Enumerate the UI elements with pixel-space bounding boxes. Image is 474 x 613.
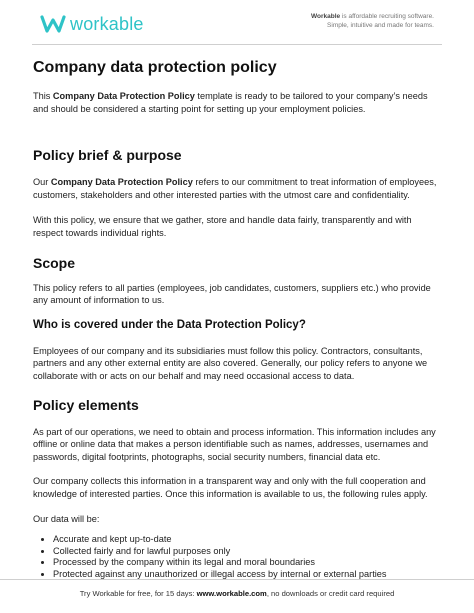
- footer-divider: [0, 579, 474, 580]
- list-item: • Collected fairly and for lawful purposes only: [53, 546, 443, 558]
- scope-paragraph: This policy refers to all parties (employees, job candidates, customers, suppliers etc.) who provide any amount of information to us.: [33, 282, 431, 306]
- page-footer: [0, 589, 474, 598]
- logo-text: workable: [70, 14, 144, 34]
- elements-paragraph-2: Our company collects this information in a transparent way and only with the full cooperation and knowledge of interested parties. Once this information is available to us, the following rules apply.: [33, 476, 428, 499]
- footer-prefix: Try Workable for free, for 15 days:: [79, 589, 197, 598]
- list-item: • Protected against any unauthorized or illegal access by internal or external parties: [53, 569, 443, 581]
- intro-prefix: This: [33, 91, 53, 101]
- tagline-line1: is affordable recruiting software.: [340, 13, 434, 20]
- data-rules-list: [33, 534, 443, 580]
- header-divider: [32, 44, 442, 45]
- footer-suffix: , no downloads or credit card required: [266, 589, 395, 598]
- elements-paragraph-3: Our data will be:: [33, 513, 100, 524]
- intro-suffix: template is ready to be tailored to your company’s needs and should be considered a starting point for setting up your employment policies.: [33, 91, 428, 114]
- document-title: Company data protection policy: [33, 59, 277, 76]
- header-tagline: [311, 12, 434, 30]
- brief-p1-prefix: Our: [33, 177, 51, 188]
- tagline-line2: Simple, intuitive and made for teams.: [327, 22, 434, 29]
- elements-paragraph-1: As part of our operations, we need to obtain and process information. This information includes any offline or online data that makes a person identifiable such as names, addresses, usernames and passwords, digital footprints, photographs, social security numbers, financial data etc.: [33, 426, 436, 462]
- section-heading-elements: Policy elements: [33, 396, 139, 413]
- workable-logo[interactable]: [40, 13, 144, 35]
- section-heading-brief: Policy brief & purpose: [33, 147, 182, 164]
- brief-p1-bold: Company Data Protection Policy: [50, 177, 193, 188]
- document-body: [33, 58, 443, 580]
- brief-p1-suffix: refers to our commitment to treat information of employees, customers, stakeholders and other interested parties with the utmost care and confidentiality.: [33, 177, 437, 200]
- tagline-brand: Workable: [311, 13, 341, 20]
- covered-paragraph: Employees of our company and its subsidiaries must follow this policy. Contractors, consultants, partners and any other external entity are also covered. Generally, our policy refers to anyone we collaborate with or acts on our behalf and may need occasional access to data.: [33, 345, 428, 381]
- section-heading-scope: Scope: [33, 254, 76, 271]
- page-header: [0, 0, 474, 44]
- brief-paragraph-1: [33, 176, 443, 201]
- intro-bold: Company Data Protection Policy: [52, 91, 195, 101]
- intro-paragraph: [33, 90, 443, 115]
- workable-logo-icon: [40, 13, 66, 35]
- section-heading-covered: Who is covered under the Data Protection Policy?: [33, 318, 306, 331]
- footer-link[interactable]: www.workable.com: [196, 589, 267, 598]
- list-item: • Accurate and kept up-to-date: [53, 534, 443, 546]
- list-item: • Processed by the company within its legal and moral boundaries: [53, 557, 443, 569]
- brief-paragraph-2: With this policy, we ensure that we gather, store and handle data fairly, transparently and with respect towards individual rights.: [33, 215, 412, 238]
